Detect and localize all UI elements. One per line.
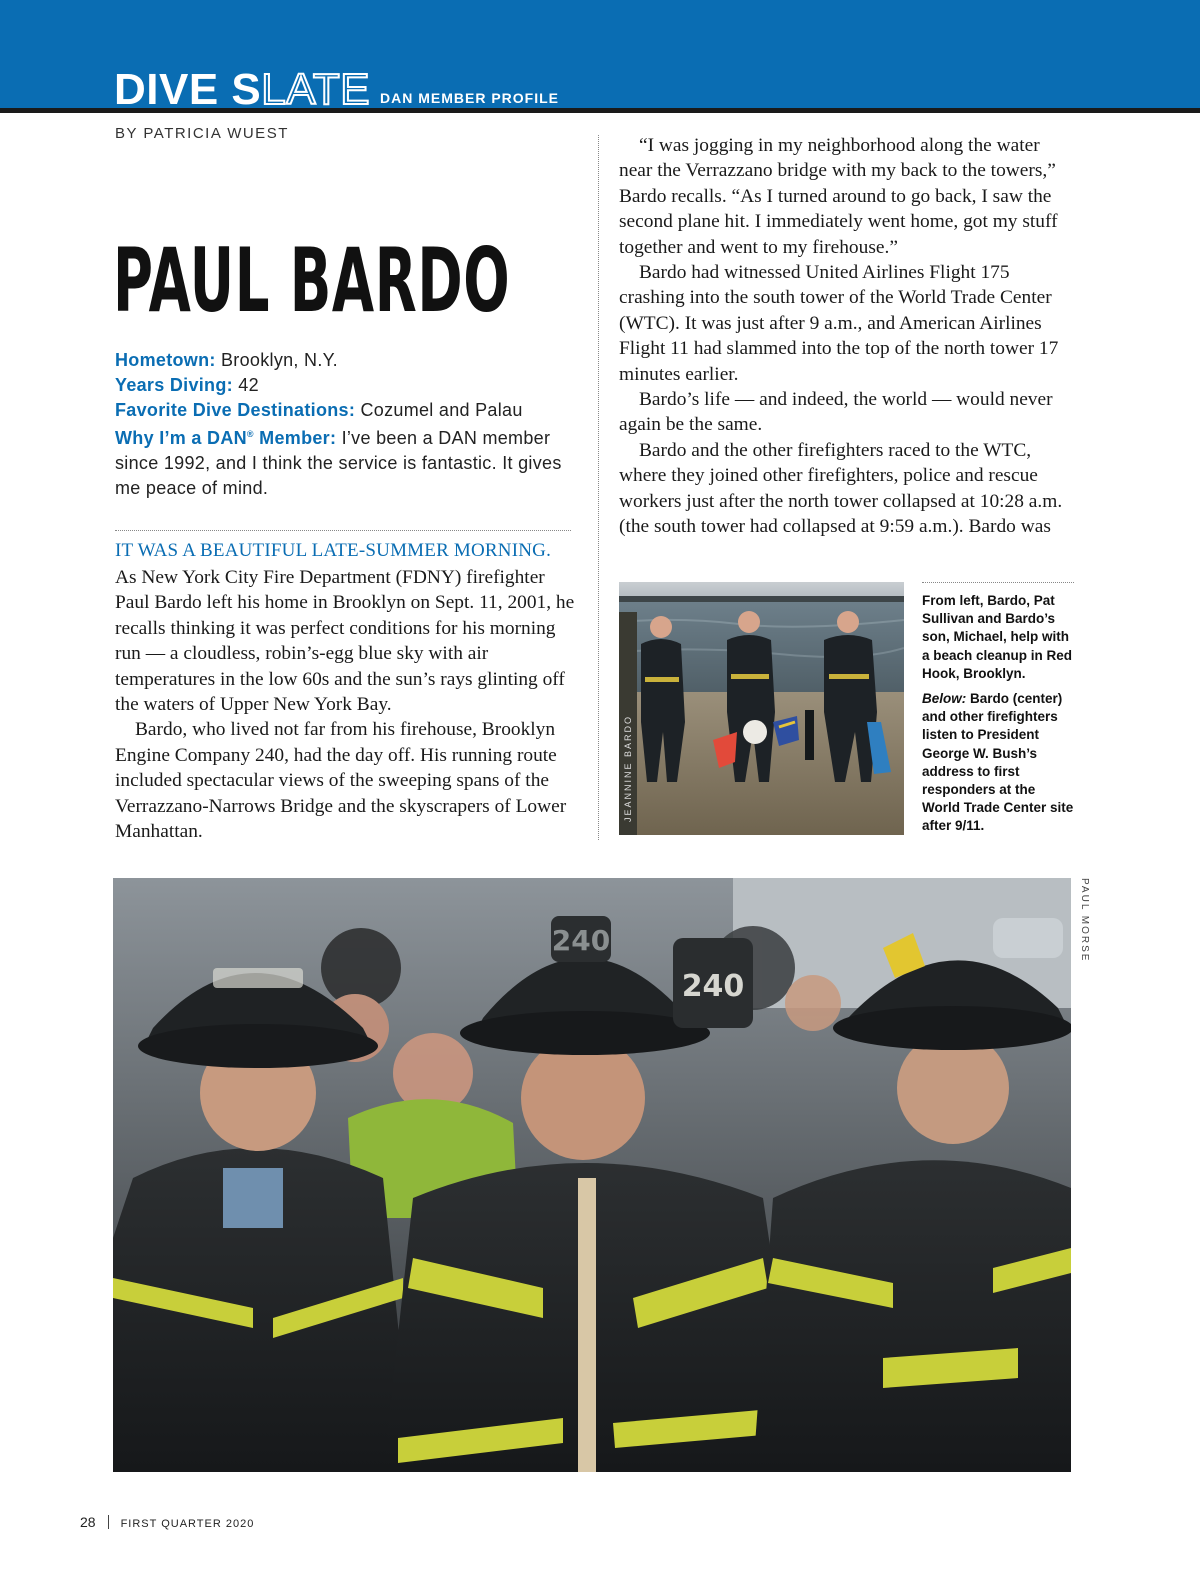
- photo-caption: [922, 592, 1077, 836]
- firefighters-photo: [113, 878, 1071, 1472]
- fact-destinations: [115, 398, 575, 423]
- beach-cleanup-photo: [619, 582, 904, 835]
- caption-beach: From left, Bardo, Pat Sullivan and Bardo’s son, Michael, help with a beach cleanup in Red Hook, Brooklyn.: [922, 593, 1073, 681]
- big-photo-credit: PAUL MORSE: [1079, 878, 1090, 963]
- years-value: 42: [232, 374, 259, 395]
- page-footer: [80, 1514, 254, 1530]
- section-title: [114, 65, 371, 114]
- profile-divider: [115, 530, 571, 531]
- article-column-right: [619, 133, 1074, 540]
- firefighters-illustration: [113, 878, 1071, 1472]
- years-label: Years Diving:: [115, 374, 233, 395]
- paragraph: “I was jogging in my neighborhood along the water near the Verrazzano bridge with my back to the towers,” Bardo recalls. “As I turned around to go back, I saw the second plane hit. I immediately went home, got my stuff together and went to my firehouse.”: [619, 135, 1058, 258]
- byline: BY PATRICIA WUEST: [115, 125, 289, 142]
- article-kicker: IT WAS A BEAUTIFUL LATE-SUMMER MORNING.: [115, 540, 552, 561]
- article-column-left: [115, 565, 575, 844]
- hometown-value: Brooklyn, N.Y.: [215, 350, 338, 370]
- destinations-label: Favorite Dive Destinations:: [115, 399, 356, 420]
- column-divider: [598, 135, 599, 840]
- paragraph: Bardo, who lived not far from his firehouse, Brooklyn Engine Company 240, had the day off. His running route included spectacular views of the sweeping spans of the Verrazzano-Narrows Bridge and the skyscrapers of Lower Manhattan.: [115, 719, 567, 843]
- caption-firefighters: [922, 690, 1077, 836]
- section-title-outline: LATE: [261, 65, 371, 114]
- issue-label: FIRST QUARTER 2020: [120, 1518, 255, 1530]
- footer-separator: [108, 1515, 109, 1529]
- hometown-label: Hometown:: [115, 350, 216, 370]
- helmet-number-rear: 240: [681, 969, 745, 1004]
- small-photo-credit: JEANNINE BARDO: [623, 714, 633, 822]
- profile-facts: [115, 348, 575, 501]
- caption-divider: [922, 582, 1074, 583]
- page-number: 28: [80, 1514, 96, 1530]
- caption-below-text: Bardo (center) and other firefighters listen to President George W. Bush’s address to first responders at the World Trade Center site after 9/11.: [922, 691, 1074, 834]
- beach-cleanup-illustration: [619, 582, 904, 835]
- why-value: I’ve been a DAN member since 1992, and I think the service is fantastic. It gives me peace of mind.: [115, 428, 562, 498]
- paragraph: Bardo had witnessed United Airlines Flight 175 crashing into the south tower of the World Trade Center (WTC). It was just after 9 a.m., and American Airlines Flight 11 had slammed into the top of the north tower 17 minutes earlier.: [619, 262, 1059, 385]
- section-title-solid: DIVE S: [114, 65, 262, 114]
- fact-hometown: [115, 348, 575, 373]
- caption-below-label: Below:: [922, 691, 967, 707]
- why-label-b: Member:: [253, 428, 337, 449]
- fact-why-member: [115, 422, 575, 500]
- page-title: PAUL BARDO: [113, 229, 511, 332]
- section-subtitle: DAN MEMBER PROFILE: [380, 90, 559, 106]
- helmet-number-center: 240: [551, 924, 611, 957]
- paragraph: Bardo and the other firefighters raced to the WTC, where they joined other firefighters, police and rescue workers just after the north tower collapsed at 10:28 a.m. (the south tower had collapsed at 9:59 a.m.). Bardo was: [619, 439, 1063, 538]
- registered-mark: ®: [246, 429, 254, 440]
- why-label-a: Why I’m a DAN: [115, 428, 247, 449]
- why-label: [115, 428, 336, 448]
- paragraph: Bardo’s life — and indeed, the world — would never again be the same.: [619, 389, 1053, 436]
- fact-years-diving: [115, 373, 575, 398]
- paragraph: As New York City Fire Department (FDNY) firefighter Paul Bardo left his home in Brooklyn on Sept. 11, 2001, he recalls thinking it was perfect conditions for his morning run — a cloudless, robin’s-egg blue sky with air temperatures in the low 60s and the sun’s rays glinting off the waters of Upper New York Bay.: [115, 567, 575, 716]
- destinations-value: Cozumel and Palau: [355, 399, 523, 420]
